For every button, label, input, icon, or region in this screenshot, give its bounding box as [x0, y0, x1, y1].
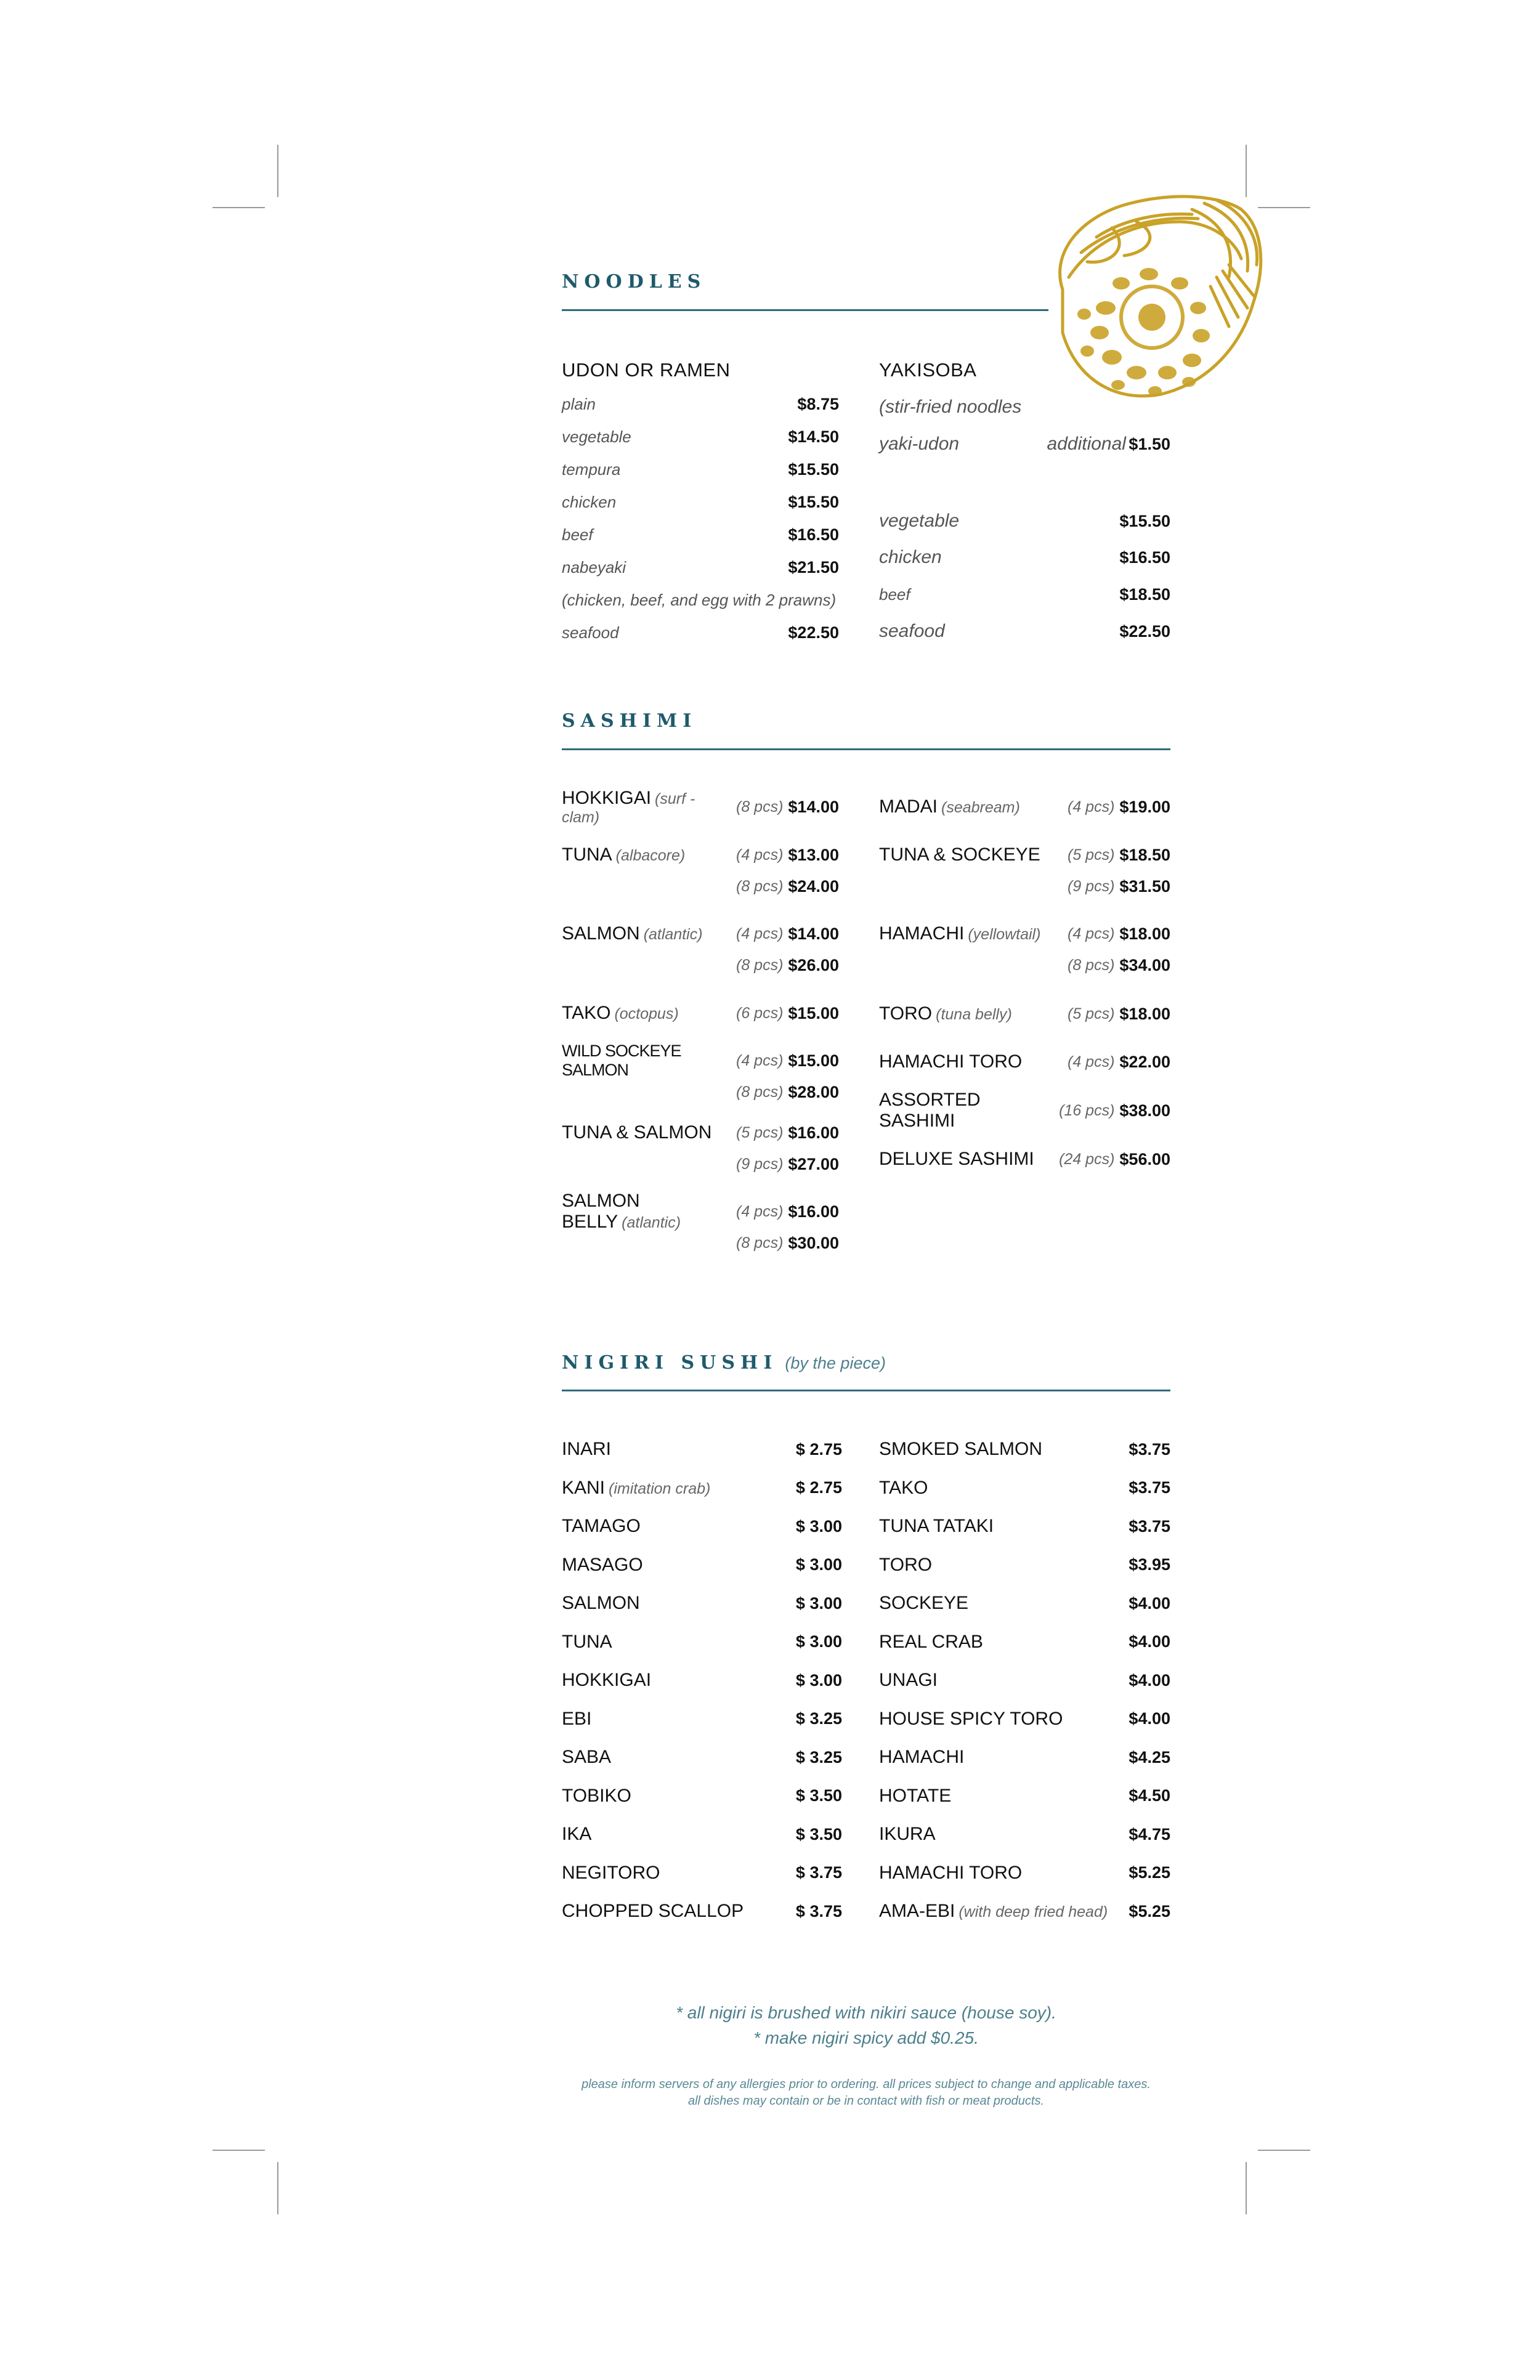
- nigiri-item-label: [562, 1747, 611, 1768]
- sashimi-item-row: [879, 1002, 1170, 1026]
- nigiri-item-row: [562, 1437, 842, 1462]
- nigiri-item-price: $ 2.75: [795, 1439, 842, 1459]
- yakisoba-item-name: beef: [879, 585, 910, 604]
- nigiri-item-row: [562, 1707, 842, 1731]
- nigiri-item-row: [879, 1822, 1170, 1847]
- sashimi-piece-count: (8 pcs): [1068, 956, 1115, 974]
- crop-mark: [277, 2162, 278, 2214]
- sashimi-item-row: [879, 1147, 1170, 1172]
- sashimi-item-name: HAMACHI TORO: [879, 1051, 1023, 1072]
- sashimi-item-label: [879, 1090, 1059, 1131]
- udon-item-name: seafood: [562, 623, 619, 642]
- udon-item-price: $8.75: [797, 394, 839, 413]
- sashimi-piece-count: (5 pcs): [736, 1123, 784, 1141]
- sashimi-piece-count: (8 pcs): [736, 877, 784, 895]
- nigiri-item-desc: (with deep fried head): [958, 1903, 1108, 1921]
- yakisoba-item-price: $15.50: [1119, 511, 1170, 530]
- nigiri-item-price: $ 3.00: [795, 1632, 842, 1651]
- udon-item-row: [562, 457, 839, 482]
- nigiri-item-label: [562, 1632, 612, 1653]
- nigiri-item-price: $3.75: [1129, 1478, 1170, 1497]
- sashimi-item-row: [879, 843, 1170, 867]
- sashimi-item-price: $26.00: [788, 955, 839, 974]
- nigiri-item-name: HAMACHI TORO: [879, 1862, 1023, 1883]
- udon-item-price: $16.50: [788, 525, 839, 544]
- nigiri-item-row: [879, 1668, 1170, 1693]
- sashimi-item-price: $34.00: [1119, 955, 1170, 974]
- sashimi-item-label: [879, 1149, 1059, 1170]
- udon-item-price: $15.50: [788, 459, 839, 479]
- sashimi-item-row: [562, 1080, 839, 1104]
- nigiri-item-name: HAMACHI: [879, 1747, 965, 1767]
- udon-item-name: tempura: [562, 459, 621, 479]
- nigiri-item-price: $ 3.25: [795, 1709, 842, 1728]
- section-title-nigiri: [562, 1352, 886, 1374]
- sashimi-item-name: DELUXE SASHIMI: [879, 1149, 1034, 1169]
- sashimi-item-row: [562, 787, 839, 826]
- yaki-udon-price: $1.50: [1129, 435, 1170, 453]
- nigiri-item-price: $3.75: [1129, 1439, 1170, 1459]
- sashimi-item-price: $13.00: [788, 845, 839, 864]
- nigiri-item-label: [562, 1439, 611, 1460]
- udon-item-price: $21.50: [788, 557, 839, 577]
- nigiri-item-label: [879, 1901, 1108, 1922]
- nigiri-item-label: [879, 1555, 932, 1576]
- sashimi-piece-count: (6 pcs): [736, 1004, 784, 1022]
- nigiri-title-text: NIGIRI SUSHI: [562, 1352, 778, 1374]
- sashimi-item-desc: (seabream): [941, 799, 1020, 816]
- sashimi-item-label: [562, 1003, 736, 1024]
- nigiri-item-name: HOKKIGAI: [562, 1670, 652, 1690]
- sashimi-piece-count: (9 pcs): [1068, 877, 1115, 895]
- nigiri-item-row: [879, 1784, 1170, 1808]
- yakisoba-item-row: [879, 582, 1170, 607]
- nigiri-item-name: AMA-EBI: [879, 1901, 955, 1921]
- nigiri-item-row: [562, 1861, 842, 1885]
- nigiri-item-label: [562, 1593, 640, 1614]
- nigiri-item-name: NEGITORO: [562, 1862, 660, 1883]
- sashimi-piece-count: (24 pcs): [1059, 1150, 1115, 1168]
- section-divider: [562, 1390, 1170, 1391]
- sashimi-item-label: [879, 844, 1068, 865]
- nigiri-item-name: SALMON: [562, 1593, 640, 1613]
- udon-item-row: [562, 620, 839, 645]
- sashimi-item-row: [562, 1191, 839, 1232]
- sashimi-item-desc: (octopus): [614, 1005, 679, 1022]
- sashimi-item-row: [562, 1042, 839, 1079]
- sashimi-item-name: TAKO: [562, 1003, 611, 1023]
- nigiri-item-row: [562, 1476, 842, 1500]
- section-title-sashimi: SASHIMI: [562, 710, 697, 732]
- sashimi-item-label: [879, 796, 1068, 817]
- nigiri-item-name: HOTATE: [879, 1785, 952, 1806]
- sashimi-item-price: $16.00: [788, 1202, 839, 1221]
- udon-item-name: beef: [562, 525, 593, 544]
- yakisoba-item-row: [879, 545, 1170, 570]
- nigiri-item-price: $ 3.75: [795, 1901, 842, 1921]
- nigiri-item-name: SABA: [562, 1747, 612, 1767]
- sashimi-item-name: HOKKIGAI: [562, 787, 652, 808]
- sashimi-item-name: ASSORTED SASHIMI: [879, 1090, 981, 1131]
- section-divider: [562, 309, 1048, 311]
- nigiri-item-label: [879, 1709, 1063, 1730]
- nigiri-sauce-note: * all nigiri is brushed with nikiri sauce (house soy).: [676, 2003, 1056, 2022]
- nigiri-item-price: $ 3.50: [795, 1824, 842, 1844]
- udon-item-name: chicken: [562, 492, 617, 511]
- nigiri-item-row: [879, 1745, 1170, 1770]
- nigiri-item-row: [879, 1514, 1170, 1539]
- nigiri-item-label: [562, 1901, 744, 1922]
- nigiri-item-price: $5.25: [1129, 1901, 1170, 1921]
- nigiri-item-label: [879, 1786, 951, 1807]
- contact-disclaimer: all dishes may contain or be in contact with fish or meat products.: [687, 2094, 1045, 2108]
- yakisoba-item-row: [879, 509, 1170, 533]
- sashimi-piece-count: (4 pcs): [1068, 1053, 1115, 1071]
- nigiri-item-name: EBI: [562, 1708, 592, 1729]
- sashimi-item-row: [562, 1152, 839, 1176]
- udon-item-price: $22.50: [788, 623, 839, 642]
- nigiri-item-label: [562, 1786, 631, 1807]
- sashimi-item-label: [562, 1042, 736, 1080]
- sashimi-item-desc: (surf - clam): [562, 790, 695, 826]
- crop-mark: [213, 2150, 265, 2151]
- udon-item-row: [562, 424, 839, 449]
- nigiri-item-price: $ 3.25: [795, 1747, 842, 1767]
- sashimi-item-row: [562, 843, 839, 867]
- sashimi-item-price: $18.50: [1119, 845, 1170, 864]
- yakisoba-item-row: [879, 619, 1170, 644]
- sashimi-item-price: $14.00: [788, 924, 839, 943]
- sashimi-item-desc: (tuna belly): [936, 1006, 1012, 1023]
- nigiri-item-row: [562, 1668, 842, 1693]
- sashimi-item-desc: (atlantic): [643, 926, 703, 943]
- nigiri-item-row: [879, 1553, 1170, 1577]
- sashimi-piece-count: (8 pcs): [736, 1083, 784, 1101]
- nigiri-item-name: TOBIKO: [562, 1785, 631, 1806]
- sashimi-item-price: $19.00: [1119, 797, 1170, 816]
- sashimi-item-label: [879, 1003, 1068, 1024]
- nigiri-spicy-note: * make nigiri spicy add $0.25.: [753, 2028, 979, 2047]
- yakisoba-item-price: $18.50: [1119, 585, 1170, 604]
- nigiri-item-price: $4.25: [1129, 1747, 1170, 1767]
- sashimi-item-price: $24.00: [788, 876, 839, 896]
- sashimi-item-label: [562, 844, 736, 865]
- sashimi-item-label: [879, 923, 1068, 944]
- yakisoba-description: (stir-fried noodles: [879, 397, 1022, 417]
- nigiri-item-label: [562, 1555, 643, 1576]
- sashimi-item-desc: (yellowtail): [968, 926, 1041, 943]
- sashimi-item-label: [562, 923, 736, 944]
- sashimi-item-price: $31.50: [1119, 876, 1170, 896]
- crop-mark: [1258, 2150, 1310, 2151]
- yakisoba-item-name: chicken: [879, 547, 942, 567]
- sashimi-item-price: $27.00: [788, 1154, 839, 1173]
- sashimi-item-price: $22.00: [1119, 1052, 1170, 1071]
- section-title-noodles: NOODLES: [562, 271, 707, 293]
- sashimi-item-desc: (albacore): [615, 847, 686, 864]
- sashimi-item-row: [562, 1001, 839, 1026]
- nigiri-item-row: [879, 1861, 1170, 1885]
- nigiri-title-note: (by the piece): [785, 1354, 886, 1372]
- nigiri-item-label: [879, 1478, 928, 1499]
- additional-label: additional: [1047, 434, 1126, 454]
- allergy-disclaimer: please inform servers of any allergies prior to ordering. all prices subject to change and applicable taxes.: [582, 2078, 1151, 2091]
- sashimi-item-row: [879, 921, 1170, 946]
- nigiri-item-label: [562, 1478, 710, 1499]
- sashimi-piece-count: (8 pcs): [736, 1234, 784, 1252]
- sashimi-item-row: [879, 874, 1170, 899]
- nigiri-item-price: $5.25: [1129, 1863, 1170, 1882]
- yakisoba-item-price: $16.50: [1119, 548, 1170, 567]
- nigiri-item-name: KANI: [562, 1477, 606, 1498]
- nigiri-item-name: TAKO: [879, 1477, 928, 1498]
- sushi-roll-illustration: [1038, 185, 1272, 407]
- sashimi-item-name: SALMON: [562, 923, 640, 944]
- udon-item-price: $14.50: [788, 427, 839, 446]
- nigiri-item-row: [879, 1591, 1170, 1616]
- nigiri-item-price: $4.00: [1129, 1632, 1170, 1651]
- sashimi-piece-count: (16 pcs): [1059, 1101, 1115, 1119]
- sashimi-item-name: TORO: [879, 1003, 933, 1024]
- sashimi-item-row: [562, 1231, 839, 1255]
- sashimi-item-name: TUNA & SOCKEYE: [879, 844, 1040, 865]
- nigiri-item-label: [879, 1632, 983, 1653]
- nigiri-item-label: [879, 1747, 964, 1768]
- nigiri-item-price: $4.00: [1129, 1593, 1170, 1613]
- udon-ramen-heading: UDON OR RAMEN: [562, 359, 731, 381]
- sashimi-item-label: [562, 1122, 736, 1143]
- sashimi-piece-count: (4 pcs): [736, 1051, 784, 1069]
- nigiri-item-name: TUNA TATAKI: [879, 1516, 994, 1536]
- nigiri-item-price: $ 3.00: [795, 1555, 842, 1574]
- nigiri-item-name: TUNA: [562, 1631, 612, 1652]
- sashimi-item-desc: (atlantic): [622, 1214, 681, 1231]
- sashimi-piece-count: (4 pcs): [736, 1202, 784, 1220]
- sashimi-item-price: $15.00: [788, 1003, 839, 1022]
- nigiri-item-row: [879, 1476, 1170, 1500]
- sashimi-item-name: TUNA & SALMON: [562, 1122, 712, 1143]
- nigiri-item-price: $ 2.75: [795, 1478, 842, 1497]
- nigiri-item-row: [562, 1822, 842, 1847]
- sashimi-item-price: $14.00: [788, 797, 839, 816]
- nigiri-item-label: [879, 1670, 938, 1691]
- yakisoba-item-name: seafood: [879, 621, 945, 641]
- sashimi-item-price: $56.00: [1119, 1149, 1170, 1168]
- nigiri-item-price: $4.75: [1129, 1824, 1170, 1844]
- nigiri-item-label: [562, 1670, 651, 1691]
- nigiri-item-price: $ 3.75: [795, 1863, 842, 1882]
- nigiri-item-price: $4.50: [1129, 1786, 1170, 1805]
- sashimi-item-price: $15.00: [788, 1051, 839, 1070]
- crop-mark: [1246, 2162, 1247, 2214]
- sashimi-item-name: MADAI: [879, 796, 938, 817]
- nigiri-item-label: [879, 1863, 1022, 1884]
- nigiri-item-price: $ 3.00: [795, 1593, 842, 1613]
- nigiri-item-name: UNAGI: [879, 1670, 938, 1690]
- sashimi-item-label: [562, 788, 736, 827]
- sashimi-item-price: $18.00: [1119, 924, 1170, 943]
- sashimi-piece-count: (4 pcs): [1068, 925, 1115, 942]
- sashimi-item-row: [879, 1090, 1170, 1131]
- nigiri-item-name: CHOPPED SCALLOP: [562, 1901, 744, 1921]
- nigiri-item-price: $ 3.00: [795, 1516, 842, 1536]
- nigiri-item-row: [879, 1899, 1170, 1924]
- udon-item-name: plain: [562, 394, 596, 413]
- yakisoba-heading: YAKISOBA: [879, 359, 977, 381]
- nigiri-item-label: [562, 1709, 591, 1730]
- sashimi-piece-count: (4 pcs): [736, 846, 784, 864]
- section-divider: [562, 748, 1170, 750]
- sashimi-item-row: [562, 921, 839, 946]
- sashimi-piece-count: (5 pcs): [1068, 846, 1115, 864]
- sashimi-item-row: [562, 1120, 839, 1145]
- sashimi-item-name: TUNA: [562, 844, 612, 865]
- nigiri-item-row: [562, 1630, 842, 1654]
- udon-item-row: [562, 490, 839, 514]
- sashimi-item-row: [879, 953, 1170, 977]
- udon-item-price: $15.50: [788, 492, 839, 511]
- sashimi-item-price: $30.00: [788, 1233, 839, 1252]
- nigiri-item-price: $ 3.50: [795, 1786, 842, 1805]
- nigiri-item-name: REAL CRAB: [879, 1631, 983, 1652]
- nigiri-item-label: [562, 1863, 660, 1884]
- nigiri-item-name: HOUSE SPICY TORO: [879, 1708, 1063, 1729]
- sashimi-item-price: $28.00: [788, 1082, 839, 1101]
- sashimi-piece-count: (9 pcs): [736, 1155, 784, 1173]
- nigiri-item-price: $ 3.00: [795, 1670, 842, 1690]
- sashimi-item-row: [879, 1050, 1170, 1074]
- nigiri-item-price: $4.00: [1129, 1709, 1170, 1728]
- yakisoba-item-name: vegetable: [879, 511, 960, 531]
- nigiri-item-desc: (imitation crab): [609, 1479, 711, 1497]
- sashimi-piece-count: (8 pcs): [736, 798, 784, 816]
- yaki-udon-label: yaki-udon: [879, 434, 960, 454]
- nigiri-item-label: [879, 1824, 936, 1845]
- nigiri-item-price: $4.00: [1129, 1670, 1170, 1690]
- sashimi-piece-count: (4 pcs): [736, 925, 784, 942]
- udon-item-name: (chicken, beef, and egg with 2 prawns): [562, 590, 837, 609]
- nigiri-item-row: [562, 1514, 842, 1539]
- udon-item-row: [562, 522, 839, 547]
- sashimi-item-row: [562, 953, 839, 977]
- nigiri-item-price: $3.75: [1129, 1516, 1170, 1536]
- sashimi-piece-count: (8 pcs): [736, 956, 784, 974]
- nigiri-item-label: [879, 1439, 1042, 1460]
- udon-item-name: nabeyaki: [562, 557, 626, 577]
- udon-item-row: [562, 555, 839, 580]
- udon-item-row: [562, 392, 839, 416]
- nigiri-item-name: SOCKEYE: [879, 1593, 969, 1613]
- sashimi-piece-count: (5 pcs): [1068, 1005, 1115, 1022]
- sashimi-item-label: [562, 1191, 736, 1232]
- nigiri-item-label: [562, 1516, 641, 1537]
- nigiri-item-name: TAMAGO: [562, 1516, 641, 1536]
- nigiri-item-name: INARI: [562, 1439, 612, 1459]
- nigiri-item-label: [879, 1516, 994, 1537]
- nigiri-item-name: IKA: [562, 1824, 592, 1844]
- nigiri-item-label: [562, 1824, 591, 1845]
- nigiri-item-price: $3.95: [1129, 1555, 1170, 1574]
- crop-mark: [277, 145, 278, 197]
- nigiri-item-name: MASAGO: [562, 1554, 643, 1575]
- nigiri-item-row: [879, 1707, 1170, 1731]
- nigiri-item-name: SMOKED SALMON: [879, 1439, 1043, 1459]
- sashimi-item-name: SALMON BELLY: [562, 1191, 640, 1232]
- nigiri-item-row: [562, 1591, 842, 1616]
- nigiri-item-row: [879, 1630, 1170, 1654]
- nigiri-item-row: [879, 1437, 1170, 1462]
- sashimi-item-price: $16.00: [788, 1123, 839, 1142]
- nigiri-item-row: [562, 1745, 842, 1770]
- sashimi-item-row: [562, 874, 839, 899]
- sashimi-item-name: HAMACHI: [879, 923, 965, 944]
- nigiri-item-row: [562, 1784, 842, 1808]
- nigiri-item-row: [562, 1899, 842, 1924]
- crop-mark: [213, 207, 265, 208]
- nigiri-item-name: IKURA: [879, 1824, 936, 1844]
- nigiri-item-name: TORO: [879, 1554, 933, 1575]
- nigiri-item-label: [879, 1593, 968, 1614]
- yaki-udon-row: [879, 432, 1170, 456]
- udon-item-row: [562, 588, 839, 612]
- sashimi-item-price: $18.00: [1119, 1004, 1170, 1023]
- udon-item-name: vegetable: [562, 427, 631, 446]
- sashimi-item-row: [879, 795, 1170, 819]
- sashimi-item-label: [879, 1051, 1068, 1072]
- sashimi-item-name: WILD SOCKEYE SALMON: [562, 1042, 681, 1079]
- sashimi-piece-count: (4 pcs): [1068, 798, 1115, 816]
- nigiri-item-row: [562, 1553, 842, 1577]
- yakisoba-item-price: $22.50: [1119, 621, 1170, 641]
- sashimi-item-price: $38.00: [1119, 1101, 1170, 1120]
